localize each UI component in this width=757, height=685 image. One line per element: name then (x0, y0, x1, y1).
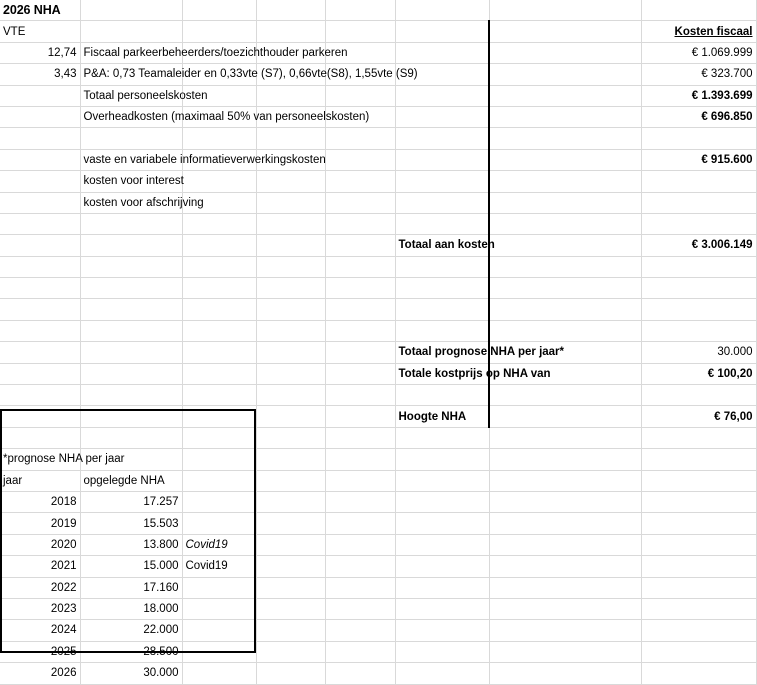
cell-empty (0, 149, 80, 170)
cell-empty (489, 449, 641, 470)
cell-empty (325, 577, 395, 598)
cell-empty (489, 149, 641, 170)
cell-empty (489, 235, 641, 256)
cell-empty (489, 192, 641, 213)
cell-amount: € 915.600 (641, 149, 756, 170)
cell-empty (325, 641, 395, 662)
cell-empty (641, 256, 756, 277)
cell-empty (641, 534, 756, 555)
cell-empty (325, 213, 395, 234)
forecast-value: 17.257 (80, 491, 182, 512)
cell-empty (489, 128, 641, 149)
cell-empty (395, 192, 489, 213)
cell-empty (80, 278, 182, 299)
forecast-value: 15.000 (80, 556, 182, 577)
table-row (0, 299, 756, 320)
cell-empty (489, 577, 641, 598)
cell-empty (256, 213, 325, 234)
cell-empty (641, 556, 756, 577)
cell-empty (182, 0, 256, 21)
cell-empty (489, 470, 641, 491)
cell-description: Fiscaal parkeerbeheerders/toezichthouder parkeren (80, 42, 182, 63)
cell-empty (256, 513, 325, 534)
cell-empty (80, 363, 182, 384)
cell-empty (325, 363, 395, 384)
table-row (0, 385, 756, 406)
cell-empty (182, 363, 256, 384)
table-row (0, 149, 756, 170)
cell-empty (256, 470, 325, 491)
value-unit-cost: € 100,20 (641, 363, 756, 384)
forecast-value: 30.000 (80, 663, 182, 684)
forecast-year: 2025 (0, 641, 80, 662)
forecast-note (182, 513, 256, 534)
cell-empty (256, 620, 325, 641)
cell-empty (0, 85, 80, 106)
cell-empty (395, 598, 489, 619)
list-item (0, 534, 756, 555)
cell-empty (325, 470, 395, 491)
cell-empty (256, 598, 325, 619)
cell-empty (395, 106, 489, 127)
forecast-value: 22.000 (80, 620, 182, 641)
cell-empty (256, 577, 325, 598)
cell-empty (256, 663, 325, 684)
cell-empty (641, 513, 756, 534)
cell-empty (256, 534, 325, 555)
cell-empty (182, 385, 256, 406)
cell-empty (0, 363, 80, 384)
cell-empty (80, 128, 182, 149)
forecast-note (182, 620, 256, 641)
cell-empty (182, 320, 256, 341)
cell-empty (325, 534, 395, 555)
cell-empty (489, 85, 641, 106)
cell-empty (325, 235, 395, 256)
cell-empty (182, 213, 256, 234)
cell-empty (182, 235, 256, 256)
cell-empty (395, 256, 489, 277)
cell-empty (256, 299, 325, 320)
cell-empty (489, 21, 641, 42)
table-row (0, 213, 756, 234)
table-row (0, 64, 756, 85)
cell-empty (325, 556, 395, 577)
cell-empty (0, 278, 80, 299)
cell-description: Overheadkosten (maximaal 50% van personeelskosten) (80, 106, 182, 127)
cell-empty (0, 192, 80, 213)
forecast-year: 2023 (0, 598, 80, 619)
cell-empty (641, 320, 756, 341)
forecast-year: 2021 (0, 556, 80, 577)
forecast-col-header-year: jaar (0, 470, 80, 491)
forecast-year: 2020 (0, 534, 80, 555)
cell-empty (641, 213, 756, 234)
cell-empty (325, 21, 395, 42)
cell-empty (325, 491, 395, 512)
forecast-note (182, 641, 256, 662)
cell-empty (80, 235, 182, 256)
cell-empty (182, 128, 256, 149)
cell-empty (489, 320, 641, 341)
forecast-note (182, 491, 256, 512)
table-row (0, 256, 756, 277)
cell-empty (256, 85, 325, 106)
cell-empty (395, 171, 489, 192)
cell-empty (489, 0, 641, 21)
table-row (0, 21, 756, 42)
cell-empty (182, 449, 256, 470)
forecast-year: 2018 (0, 491, 80, 512)
forecast-value: 13.800 (80, 534, 182, 555)
cell-empty (325, 620, 395, 641)
cell-empty (489, 64, 641, 85)
cell-empty (641, 427, 756, 448)
table-row (0, 0, 756, 21)
cell-empty (489, 620, 641, 641)
cell-empty (256, 278, 325, 299)
cell-empty (256, 449, 325, 470)
cell-empty (256, 256, 325, 277)
cell-empty (256, 363, 325, 384)
value-total-costs: € 3.006.149 (641, 235, 756, 256)
cell-empty (0, 342, 80, 363)
list-item (0, 491, 756, 512)
cell-empty (489, 385, 641, 406)
cell-empty (80, 0, 182, 21)
cell-empty (641, 449, 756, 470)
cell-empty (641, 598, 756, 619)
cell-empty (395, 0, 489, 21)
cell-empty (489, 556, 641, 577)
list-item (0, 577, 756, 598)
cell-empty (80, 320, 182, 341)
header-kosten-fiscaal: Kosten fiscaal (641, 21, 756, 42)
cell-empty (641, 299, 756, 320)
list-item (0, 641, 756, 662)
cell-empty (489, 513, 641, 534)
cell-empty (489, 106, 641, 127)
cell-amount: € 323.700 (641, 64, 756, 85)
cell-empty (182, 406, 256, 427)
cell-empty (395, 427, 489, 448)
table-row (0, 342, 756, 363)
forecast-year: 2022 (0, 577, 80, 598)
table-row (0, 192, 756, 213)
cell-empty (395, 278, 489, 299)
cell-empty (395, 641, 489, 662)
cell-empty (325, 513, 395, 534)
cell-empty (395, 21, 489, 42)
cell-empty (395, 128, 489, 149)
cell-empty (256, 641, 325, 662)
cell-empty (325, 342, 395, 363)
cell-empty (80, 342, 182, 363)
cell-empty (489, 641, 641, 662)
cell-empty (395, 663, 489, 684)
cell-empty (489, 663, 641, 684)
cell-empty (395, 299, 489, 320)
forecast-year: 2026 (0, 663, 80, 684)
cell-empty (256, 427, 325, 448)
cell-empty (489, 213, 641, 234)
cell-empty (395, 85, 489, 106)
cell-empty (395, 470, 489, 491)
cell-empty (641, 491, 756, 512)
cell-empty (256, 0, 325, 21)
cell-empty (641, 663, 756, 684)
cell-empty (489, 256, 641, 277)
cell-description: kosten voor afschrijving (80, 192, 182, 213)
cell-empty (325, 149, 395, 170)
cell-empty (0, 256, 80, 277)
cell-empty (489, 534, 641, 555)
cell-empty (80, 213, 182, 234)
cell-empty (256, 406, 325, 427)
cell-empty (641, 0, 756, 21)
list-item (0, 598, 756, 619)
cell-empty (256, 235, 325, 256)
cell-empty (395, 577, 489, 598)
table-row (0, 278, 756, 299)
cell-empty (395, 149, 489, 170)
cell-empty (325, 299, 395, 320)
cell-empty (325, 192, 395, 213)
cell-empty (395, 213, 489, 234)
cell-empty (395, 513, 489, 534)
cell-empty (0, 427, 80, 448)
cell-empty (641, 385, 756, 406)
header-vte: VTE (0, 21, 80, 42)
table-row (0, 449, 756, 470)
forecast-note (182, 577, 256, 598)
table-row (0, 171, 756, 192)
cell-empty (641, 278, 756, 299)
cell-vte: 12,74 (0, 42, 80, 63)
cell-empty (80, 427, 182, 448)
cell-empty (0, 128, 80, 149)
cell-empty (395, 449, 489, 470)
forecast-col-header-value: opgelegde NHA (80, 470, 182, 491)
forecast-value: 18.000 (80, 598, 182, 619)
cell-empty (325, 320, 395, 341)
cell-empty (489, 598, 641, 619)
cell-empty (182, 427, 256, 448)
cell-empty (489, 427, 641, 448)
table-row (0, 235, 756, 256)
forecast-note: Covid19 (182, 556, 256, 577)
cell-empty (256, 128, 325, 149)
cell-empty (641, 620, 756, 641)
cell-empty (0, 106, 80, 127)
table-row (0, 128, 756, 149)
table-row (0, 42, 756, 63)
table-row (0, 406, 756, 427)
cell-empty (325, 85, 395, 106)
forecast-value: 17.160 (80, 577, 182, 598)
cell-empty (395, 42, 489, 63)
cell-empty (256, 192, 325, 213)
cell-description: Totaal personeelskosten (80, 85, 182, 106)
cell-empty (395, 320, 489, 341)
label-forecast-nha: Totaal prognose NHA per jaar* (395, 342, 489, 363)
cell-empty (0, 385, 80, 406)
cell-empty (256, 21, 325, 42)
cell-empty (325, 278, 395, 299)
cell-empty (395, 491, 489, 512)
table-row (0, 106, 756, 127)
cell-description: kosten voor interest (80, 171, 182, 192)
forecast-year: 2024 (0, 620, 80, 641)
forecast-note (182, 663, 256, 684)
cell-empty (80, 256, 182, 277)
cell-empty (182, 171, 256, 192)
cell-empty (395, 385, 489, 406)
cell-empty (182, 21, 256, 42)
cell-empty (182, 278, 256, 299)
list-item (0, 513, 756, 534)
cell-description: P&A: 0,73 Teamaleider en 0,33vte (S7), 0,66vte(S8), 1,55vte (S9) (80, 64, 182, 85)
forecast-value: 15.503 (80, 513, 182, 534)
cell-amount: € 1.069.999 (641, 42, 756, 63)
cell-empty (256, 320, 325, 341)
forecast-col-header-note (182, 470, 256, 491)
cell-empty (489, 299, 641, 320)
cell-empty (325, 171, 395, 192)
table-row (0, 427, 756, 448)
forecast-year: 2019 (0, 513, 80, 534)
forecast-note: Covid19 (182, 534, 256, 555)
cell-empty (489, 171, 641, 192)
cell-empty (325, 427, 395, 448)
cell-empty (0, 406, 80, 427)
cell-empty (256, 342, 325, 363)
cell-empty (325, 449, 395, 470)
cell-empty (325, 256, 395, 277)
cell-empty (641, 577, 756, 598)
page-title: 2026 NHA (0, 0, 80, 21)
cell-empty (641, 171, 756, 192)
cell-empty (256, 556, 325, 577)
cell-empty (395, 534, 489, 555)
label-hoogte-nha: Hoogte NHA (395, 406, 489, 427)
cell-empty (256, 171, 325, 192)
cell-empty (80, 406, 182, 427)
forecast-table-caption: *prognose NHA per jaar (0, 449, 80, 470)
cell-empty (325, 598, 395, 619)
cell-empty (256, 491, 325, 512)
cell-empty (325, 385, 395, 406)
label-unit-cost: Totale kostprijs op NHA van (395, 363, 489, 384)
cell-amount: € 1.393.699 (641, 85, 756, 106)
cell-empty (325, 663, 395, 684)
cell-empty (80, 299, 182, 320)
cell-empty (182, 256, 256, 277)
cell-empty (182, 342, 256, 363)
cell-empty (80, 21, 182, 42)
cell-empty (489, 42, 641, 63)
list-item (0, 620, 756, 641)
cell-empty (395, 556, 489, 577)
cell-empty (182, 299, 256, 320)
list-item (0, 556, 756, 577)
cell-empty (80, 385, 182, 406)
cell-empty (489, 406, 641, 427)
cell-empty (0, 213, 80, 234)
table-row (0, 85, 756, 106)
cell-empty (0, 235, 80, 256)
forecast-note (182, 598, 256, 619)
cell-empty (325, 128, 395, 149)
label-total-costs: Totaal aan kosten (395, 235, 489, 256)
cell-empty (489, 491, 641, 512)
cell-empty (489, 278, 641, 299)
cell-empty (0, 171, 80, 192)
cell-empty (0, 299, 80, 320)
forecast-value: 28.500 (80, 641, 182, 662)
cell-empty (325, 0, 395, 21)
cell-empty (641, 641, 756, 662)
cell-vte: 3,43 (0, 64, 80, 85)
cell-empty (641, 192, 756, 213)
table-row (0, 470, 756, 491)
table-row (0, 363, 756, 384)
value-hoogte-nha: € 76,00 (641, 406, 756, 427)
cell-empty (395, 620, 489, 641)
cell-amount: € 696.850 (641, 106, 756, 127)
list-item (0, 663, 756, 684)
value-forecast-nha: 30.000 (641, 342, 756, 363)
cell-empty (641, 470, 756, 491)
table-row (0, 320, 756, 341)
cell-empty (325, 406, 395, 427)
cell-description: vaste en variabele informatieverwerkingskosten (80, 149, 182, 170)
cell-empty (641, 128, 756, 149)
cell-empty (0, 320, 80, 341)
cell-empty (256, 385, 325, 406)
